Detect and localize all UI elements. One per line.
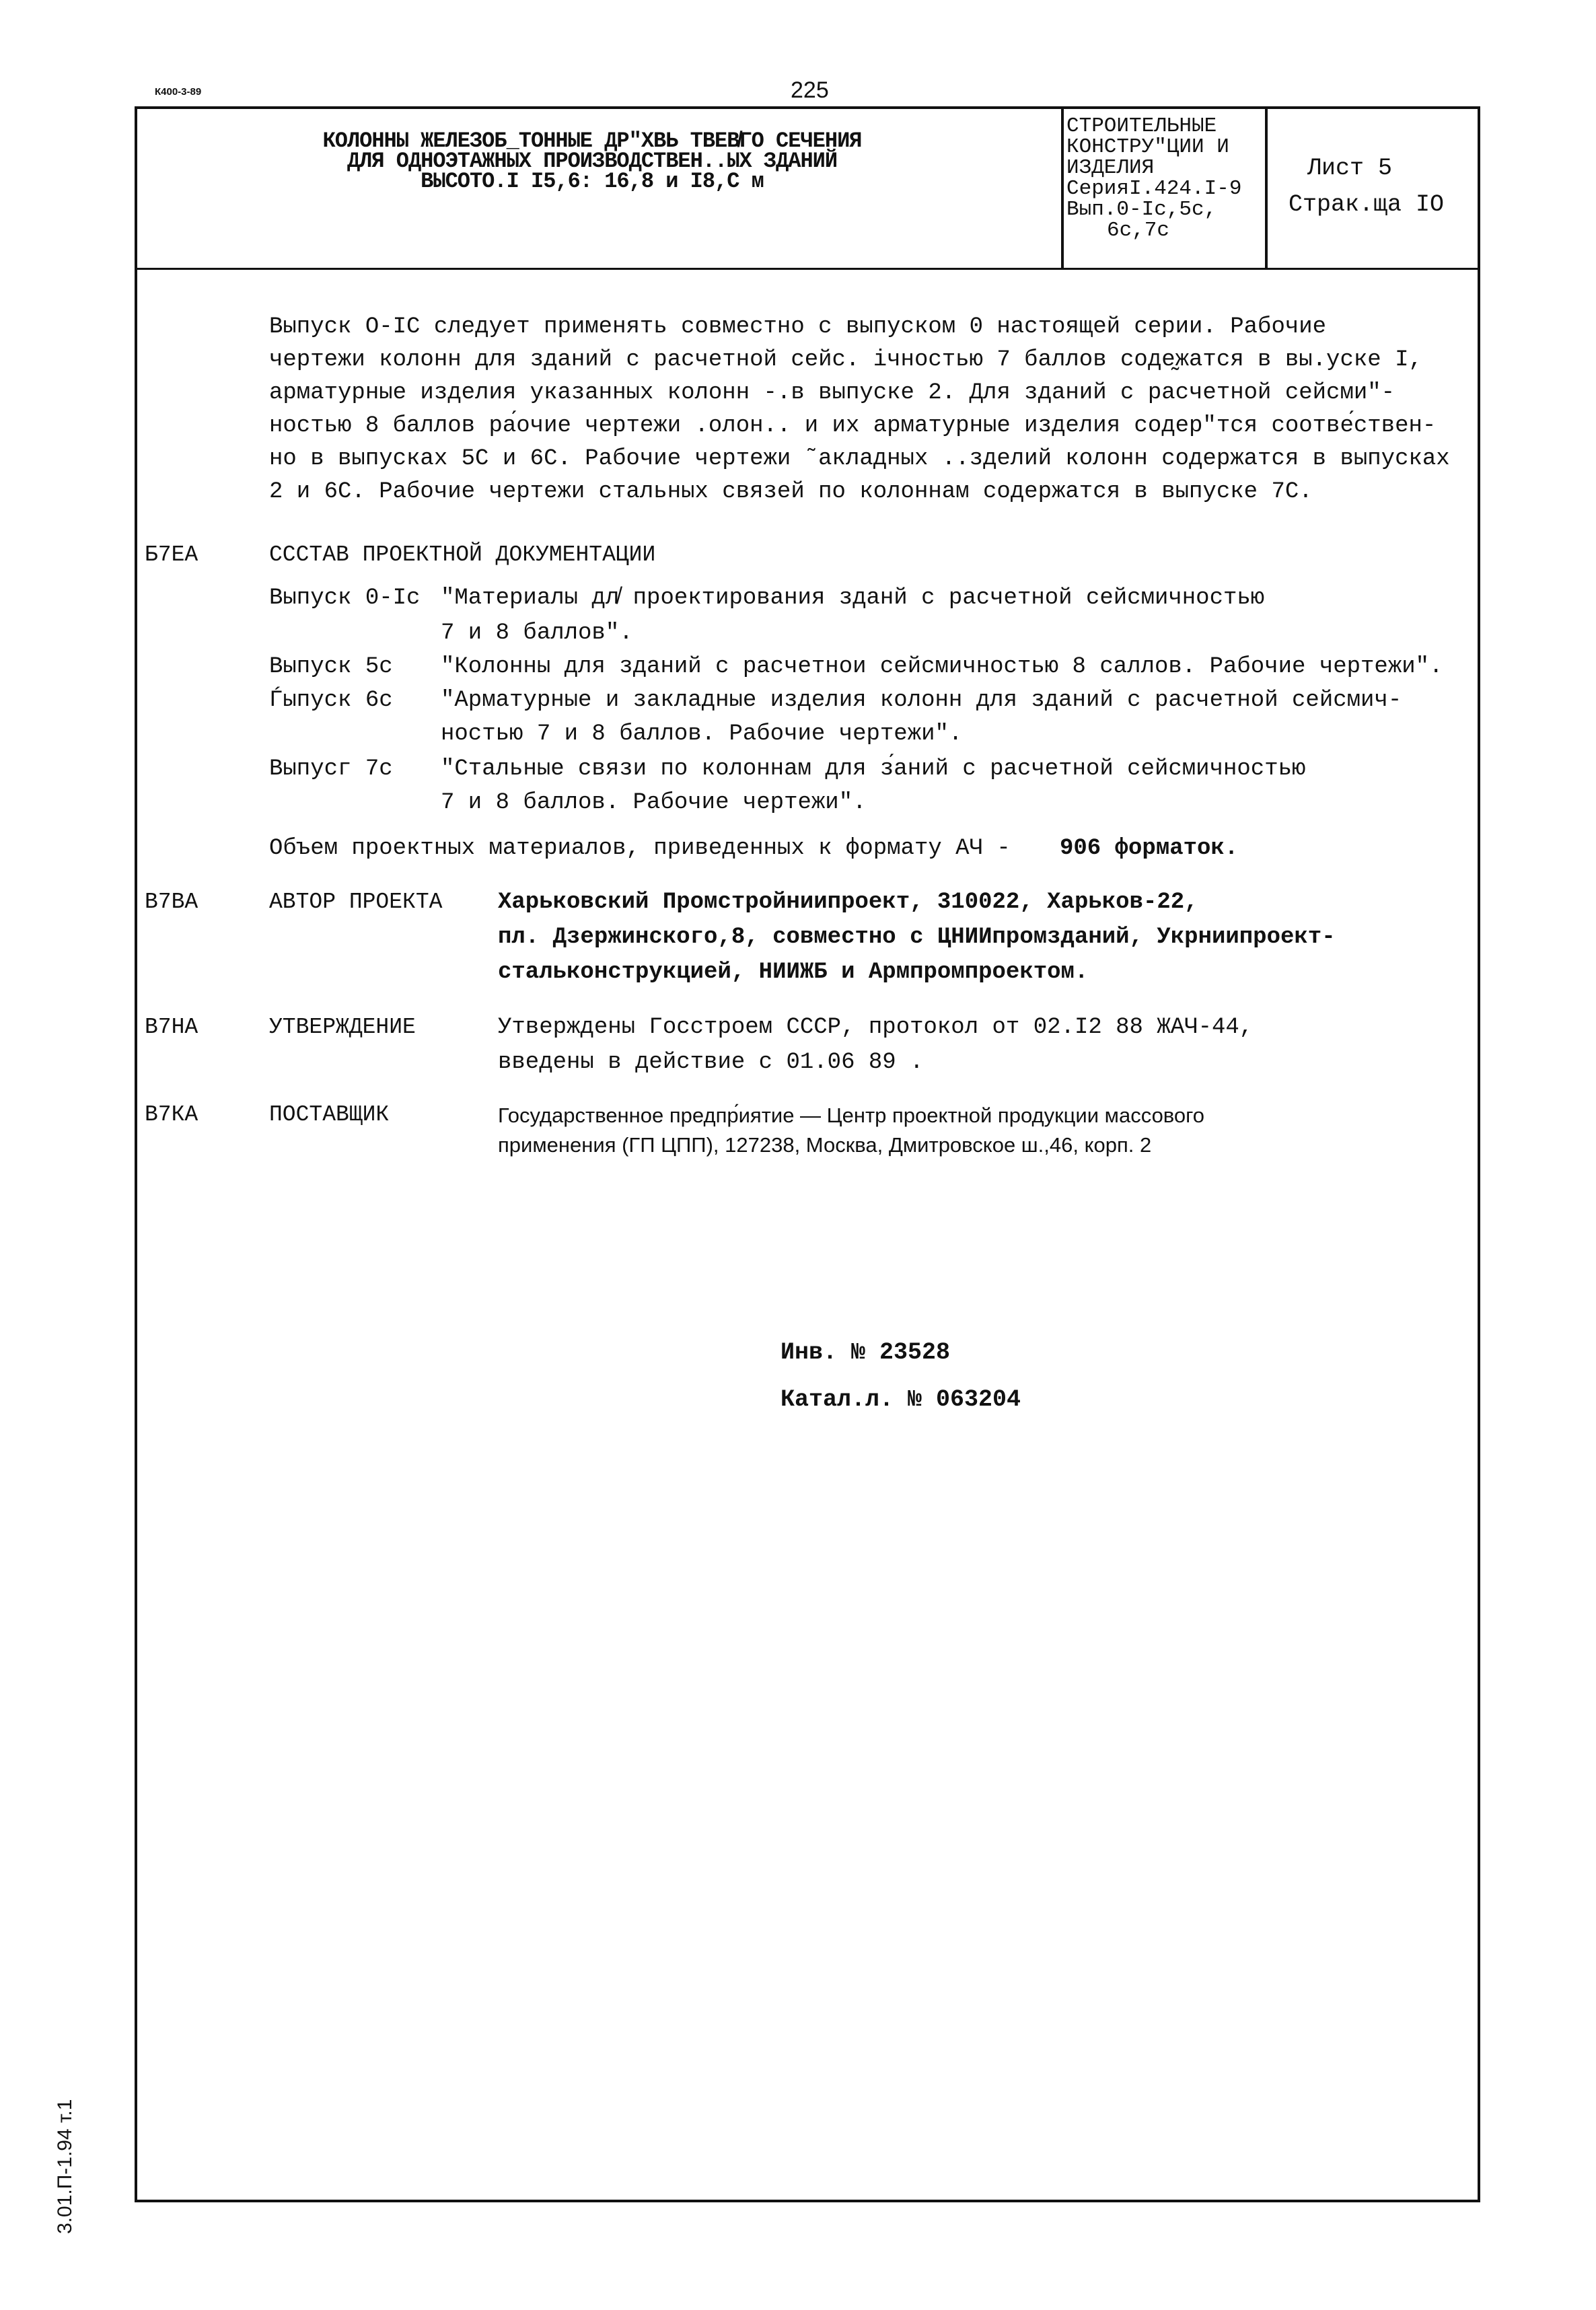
catalog-number: Катал.л. № 063204 xyxy=(781,1386,1021,1413)
item-label: Ѓыпуск 6с xyxy=(269,688,393,713)
intro-line: 2 и 6С. Рабочие чертежи стальных связей по колоннам содержатся в выпуске 7С. xyxy=(269,479,1313,505)
series-line: КОНСТРУ"ЦИИ И xyxy=(1066,135,1229,159)
header-divider-right xyxy=(1265,106,1268,269)
section-code: Б7ЕА xyxy=(145,542,198,567)
series-line: СерияI.424.I-9 xyxy=(1066,177,1242,201)
title-line-2: ДЛЯ ОДНОЭТАЖНЫХ ПРОИЗВОДСТВЕН..ЫХ ЗДАНИЙ xyxy=(347,149,838,174)
title-line-3: ВЫСОТО.І І5,6: 16,8 и I8,С м xyxy=(421,169,764,194)
item-line: "Колонны для зданий с расчетнои сейсмичностью 8 саллов. Рабочие чертежи". xyxy=(441,654,1443,680)
intro-line: Выпуск О-IС следует применять совместно с выпуском 0 настоящей серии. Рабочие xyxy=(269,314,1327,340)
item-line: "Материалы дл̸ проектирования зданй с расчетной сейсмичностью xyxy=(441,585,1265,611)
page-number: 225 xyxy=(791,77,829,103)
section-heading: УТВЕРЖДЕНИЕ xyxy=(269,1015,416,1040)
section-heading: АВТОР ПРОЕКТА xyxy=(269,890,443,914)
item-line: 7 и 8 баллов. Рабочие чертежи". xyxy=(441,790,867,816)
approval-line: Утверждены Госстроем СССР, протокол от 02.I2 88 ЖАЧ-44, xyxy=(498,1015,1254,1040)
intro-paragraph xyxy=(269,311,1450,509)
series-box xyxy=(1066,116,1241,241)
intro-line: арматурные изделия указанных колонн -.в выпуске 2. Для зданий с расчетной сейсми"- xyxy=(269,380,1395,406)
item-line: "Стальные связи по колоннам для з́аний с расчетной сейсмичностью xyxy=(441,756,1306,782)
sheet-number: Лист 5 xyxy=(1307,155,1393,182)
supplier-line: Государственное предпр́иятие — Центр проектной продукции массового xyxy=(498,1104,1205,1127)
doc-code: К400-3-89 xyxy=(155,86,202,98)
series-line: СТРОИТЕЛЬНЫЕ xyxy=(1066,114,1217,138)
item-label: Выпусг 7с xyxy=(269,756,393,782)
supplier-line: применения (ГП ЦПП), 127238, Москва, Дмитровское ш.,46, корп. 2 xyxy=(498,1133,1152,1157)
author-line: пл. Дзержинского,8, совместно с ЦНИИпромзданий, Укрниипроект- xyxy=(498,925,1336,950)
series-line: ИЗДЕЛИЯ xyxy=(1066,156,1155,180)
section-heading: СССТАВ ПРОЕКТНОЙ ДОКУМЕНТАЦИИ xyxy=(269,542,656,567)
series-line: 6с,7с xyxy=(1107,219,1170,242)
intro-line: ностью 8 баллов ра́очие чертежи .олон.. и их арматурные изделия содер"тся соотве́ствен- xyxy=(269,413,1437,439)
approval-line: введены в действие с 01.06 89 . xyxy=(498,1050,924,1075)
series-line: Вып.0-Iс,5с, xyxy=(1066,198,1217,221)
volume-text: Объем проектных материалов, приведенных к формату АЧ - xyxy=(269,836,1011,861)
volume-value: 906 форматок. xyxy=(1060,836,1239,861)
intro-line: но в выпусках 5С и 6С. Рабочие чертежи ˜акладных ..зделий колонн содержатся в выпусках xyxy=(269,446,1450,472)
sheet-box xyxy=(1289,150,1445,223)
header-divider-left xyxy=(1061,106,1064,269)
side-stamp: 3.01.П-1.94 т.1 xyxy=(54,2099,76,2234)
section-heading: ПОСТАВЩИК xyxy=(269,1102,390,1127)
author-line: стальконструкцией, НИИЖБ и Армпромпроектом. xyxy=(498,960,1089,985)
intro-line: чертежи колонн для зданий с расчетной сейс. ічностью 7 баллов соде̰жатся в вы.уске I, xyxy=(269,347,1422,373)
section-code: В7НА xyxy=(145,1015,198,1040)
inventory-number: Инв. № 23528 xyxy=(781,1339,951,1366)
page-label: Страк.ща IO xyxy=(1289,191,1445,218)
title-line-1: КОЛОННЫ ЖЕЛЕЗОБ_ТОННЫЕ ДР"ХВЬ ТВЕВ̸ГО СЕЧЕНИЯ xyxy=(322,129,862,153)
document-title xyxy=(148,131,1036,192)
item-line: ностью 7 и 8 баллов. Рабочие чертежи". xyxy=(441,721,963,747)
section-code: В7КА xyxy=(145,1102,198,1127)
item-line: 7 и 8 баллов". xyxy=(441,620,633,646)
item-label: Выпуск 5с xyxy=(269,654,393,680)
item-line: "Арматурные и закладные изделия колонн для зданий с расчетной сейсмич- xyxy=(441,688,1402,713)
section-code: В7ВА xyxy=(145,890,198,914)
item-label: Выпуск 0-Iс xyxy=(269,585,421,611)
author-line: Харьковский Промстройниипроект, 310022, Харьков-22, xyxy=(498,890,1198,915)
header-divider xyxy=(135,268,1480,270)
